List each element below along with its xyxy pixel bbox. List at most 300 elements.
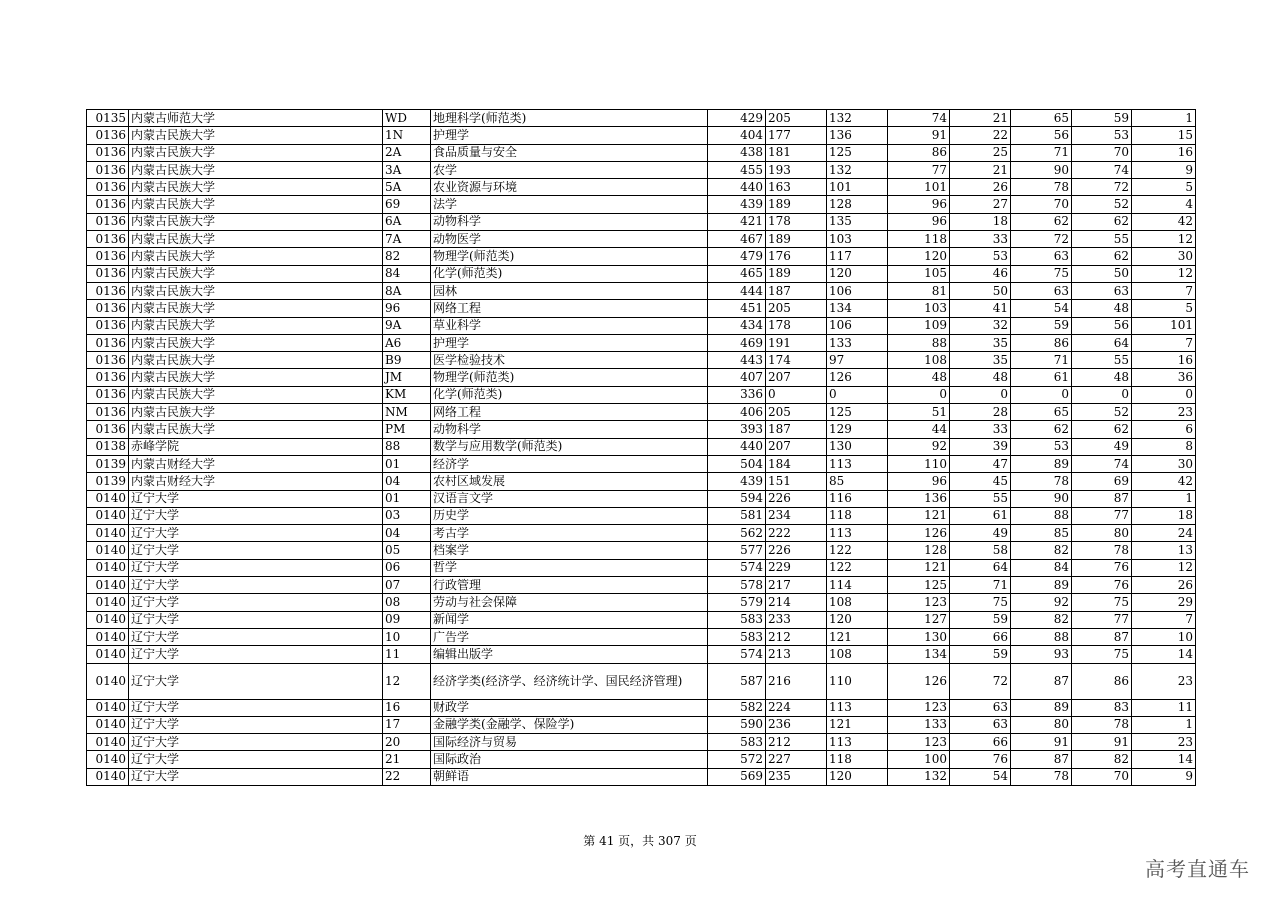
table-row — [87, 734, 1196, 751]
major-code-cell: 96 — [383, 300, 431, 317]
subject-score-4-cell: 48 — [950, 369, 1011, 386]
table-row — [87, 369, 1196, 386]
subject-score-4-cell: 35 — [950, 352, 1011, 369]
total-score-cell: 451 — [708, 300, 766, 317]
school-name-cell: 内蒙古民族大学 — [129, 300, 383, 317]
school-name-cell: 内蒙古民族大学 — [129, 282, 383, 299]
total-score-cell: 465 — [708, 265, 766, 282]
school-code-cell: 0140 — [87, 490, 129, 507]
subject-score-4-cell: 71 — [950, 577, 1011, 594]
subject-score-6-cell: 87 — [1072, 490, 1132, 507]
subject-score-6-cell: 86 — [1072, 663, 1132, 699]
school-name-cell: 赤峰学院 — [129, 438, 383, 455]
major-code-cell: 21 — [383, 751, 431, 768]
major-name-cell: 财政学 — [431, 699, 708, 716]
major-name-cell: 农学 — [431, 161, 708, 178]
subject-score-6-cell: 52 — [1072, 404, 1132, 421]
subject-score-5-cell: 89 — [1011, 699, 1072, 716]
subject-score-1-cell: 212 — [766, 628, 827, 645]
subject-score-1-cell: 177 — [766, 127, 827, 144]
school-name-cell: 内蒙古民族大学 — [129, 421, 383, 438]
rank-count-cell: 5 — [1132, 300, 1196, 317]
rank-count-cell: 26 — [1132, 577, 1196, 594]
subject-score-2-cell: 129 — [827, 421, 888, 438]
subject-score-6-cell: 80 — [1072, 525, 1132, 542]
major-name-cell: 经济学类(经济学、经济统计学、国民经济管理) — [431, 663, 708, 699]
school-name-cell: 辽宁大学 — [129, 507, 383, 524]
subject-score-3-cell: 123 — [888, 699, 950, 716]
subject-score-3-cell: 136 — [888, 490, 950, 507]
subject-score-6-cell: 72 — [1072, 179, 1132, 196]
subject-score-6-cell: 70 — [1072, 144, 1132, 161]
subject-score-5-cell: 62 — [1011, 213, 1072, 230]
subject-score-3-cell: 126 — [888, 525, 950, 542]
subject-score-3-cell: 130 — [888, 628, 950, 645]
subject-score-4-cell: 50 — [950, 282, 1011, 299]
table-row — [87, 265, 1196, 282]
rank-count-cell: 101 — [1132, 317, 1196, 334]
subject-score-2-cell: 136 — [827, 127, 888, 144]
major-name-cell: 汉语言文学 — [431, 490, 708, 507]
subject-score-4-cell: 28 — [950, 404, 1011, 421]
subject-score-2-cell: 121 — [827, 716, 888, 733]
school-code-cell: 0139 — [87, 455, 129, 472]
subject-score-4-cell: 59 — [950, 646, 1011, 663]
major-code-cell: PM — [383, 421, 431, 438]
total-score-cell: 469 — [708, 334, 766, 351]
subject-score-2-cell: 135 — [827, 213, 888, 230]
major-name-cell: 经济学 — [431, 455, 708, 472]
subject-score-4-cell: 75 — [950, 594, 1011, 611]
major-name-cell: 物理学(师范类) — [431, 248, 708, 265]
subject-score-6-cell: 76 — [1072, 577, 1132, 594]
subject-score-3-cell: 109 — [888, 317, 950, 334]
subject-score-3-cell: 121 — [888, 559, 950, 576]
school-name-cell: 辽宁大学 — [129, 611, 383, 628]
rank-count-cell: 7 — [1132, 282, 1196, 299]
subject-score-4-cell: 21 — [950, 110, 1011, 127]
major-code-cell: 9A — [383, 317, 431, 334]
major-code-cell: 82 — [383, 248, 431, 265]
subject-score-3-cell: 121 — [888, 507, 950, 524]
major-code-cell: 8A — [383, 282, 431, 299]
school-code-cell: 0140 — [87, 734, 129, 751]
subject-score-1-cell: 227 — [766, 751, 827, 768]
subject-score-4-cell: 39 — [950, 438, 1011, 455]
subject-score-2-cell: 97 — [827, 352, 888, 369]
rank-count-cell: 16 — [1132, 144, 1196, 161]
total-score-cell: 594 — [708, 490, 766, 507]
school-code-cell: 0136 — [87, 282, 129, 299]
major-name-cell: 哲学 — [431, 559, 708, 576]
page-number: 第 41 页，共 307 页 — [583, 834, 697, 848]
rank-count-cell: 16 — [1132, 352, 1196, 369]
subject-score-4-cell: 55 — [950, 490, 1011, 507]
subject-score-6-cell: 69 — [1072, 473, 1132, 490]
school-name-cell: 内蒙古民族大学 — [129, 213, 383, 230]
table-row — [87, 525, 1196, 542]
total-score-cell: 572 — [708, 751, 766, 768]
table-row — [87, 213, 1196, 230]
subject-score-3-cell: 128 — [888, 542, 950, 559]
school-code-cell: 0140 — [87, 768, 129, 785]
subject-score-6-cell: 77 — [1072, 507, 1132, 524]
subject-score-1-cell: 181 — [766, 144, 827, 161]
table-row — [87, 594, 1196, 611]
subject-score-5-cell: 62 — [1011, 421, 1072, 438]
table-row — [87, 628, 1196, 645]
subject-score-2-cell: 126 — [827, 369, 888, 386]
subject-score-6-cell: 64 — [1072, 334, 1132, 351]
rank-count-cell: 42 — [1132, 473, 1196, 490]
subject-score-2-cell: 117 — [827, 248, 888, 265]
major-code-cell: 04 — [383, 473, 431, 490]
total-score-cell: 562 — [708, 525, 766, 542]
total-score-cell: 583 — [708, 734, 766, 751]
school-name-cell: 辽宁大学 — [129, 542, 383, 559]
subject-score-5-cell: 78 — [1011, 768, 1072, 785]
subject-score-1-cell: 163 — [766, 179, 827, 196]
total-score-cell: 439 — [708, 196, 766, 213]
school-code-cell: 0136 — [87, 334, 129, 351]
school-name-cell: 辽宁大学 — [129, 734, 383, 751]
subject-score-6-cell: 75 — [1072, 594, 1132, 611]
total-score-cell: 421 — [708, 213, 766, 230]
subject-score-6-cell: 50 — [1072, 265, 1132, 282]
subject-score-5-cell: 0 — [1011, 386, 1072, 403]
school-name-cell: 辽宁大学 — [129, 594, 383, 611]
table-row — [87, 386, 1196, 403]
school-code-cell: 0136 — [87, 404, 129, 421]
school-name-cell: 内蒙古民族大学 — [129, 161, 383, 178]
school-name-cell: 辽宁大学 — [129, 699, 383, 716]
rank-count-cell: 6 — [1132, 421, 1196, 438]
rank-count-cell: 7 — [1132, 611, 1196, 628]
total-score-cell: 443 — [708, 352, 766, 369]
table-row — [87, 352, 1196, 369]
subject-score-5-cell: 80 — [1011, 716, 1072, 733]
major-name-cell: 动物医学 — [431, 231, 708, 248]
subject-score-1-cell: 226 — [766, 542, 827, 559]
rank-count-cell: 14 — [1132, 751, 1196, 768]
subject-score-4-cell: 66 — [950, 628, 1011, 645]
subject-score-2-cell: 125 — [827, 144, 888, 161]
total-score-cell: 590 — [708, 716, 766, 733]
total-score-cell: 393 — [708, 421, 766, 438]
total-score-cell: 439 — [708, 473, 766, 490]
total-score-cell: 429 — [708, 110, 766, 127]
total-score-cell: 582 — [708, 699, 766, 716]
rank-count-cell: 0 — [1132, 386, 1196, 403]
major-name-cell: 动物科学 — [431, 421, 708, 438]
school-code-cell: 0136 — [87, 179, 129, 196]
major-code-cell: NM — [383, 404, 431, 421]
subject-score-6-cell: 49 — [1072, 438, 1132, 455]
subject-score-5-cell: 82 — [1011, 542, 1072, 559]
subject-score-3-cell: 133 — [888, 716, 950, 733]
subject-score-5-cell: 59 — [1011, 317, 1072, 334]
major-name-cell: 金融学类(金融学、保险学) — [431, 716, 708, 733]
subject-score-6-cell: 62 — [1072, 213, 1132, 230]
school-code-cell: 0140 — [87, 628, 129, 645]
table-row — [87, 404, 1196, 421]
subject-score-1-cell: 213 — [766, 646, 827, 663]
major-code-cell: 10 — [383, 628, 431, 645]
subject-score-1-cell: 224 — [766, 699, 827, 716]
table-row — [87, 699, 1196, 716]
subject-score-2-cell: 121 — [827, 628, 888, 645]
school-name-cell: 内蒙古民族大学 — [129, 386, 383, 403]
major-code-cell: 03 — [383, 507, 431, 524]
subject-score-5-cell: 88 — [1011, 507, 1072, 524]
subject-score-5-cell: 54 — [1011, 300, 1072, 317]
school-name-cell: 辽宁大学 — [129, 559, 383, 576]
subject-score-6-cell: 55 — [1072, 231, 1132, 248]
major-name-cell: 新闻学 — [431, 611, 708, 628]
subject-score-1-cell: 205 — [766, 404, 827, 421]
rank-count-cell: 12 — [1132, 265, 1196, 282]
subject-score-2-cell: 114 — [827, 577, 888, 594]
subject-score-3-cell: 125 — [888, 577, 950, 594]
major-code-cell: A6 — [383, 334, 431, 351]
subject-score-2-cell: 134 — [827, 300, 888, 317]
major-code-cell: B9 — [383, 352, 431, 369]
total-score-cell: 404 — [708, 127, 766, 144]
school-name-cell: 辽宁大学 — [129, 490, 383, 507]
subject-score-4-cell: 66 — [950, 734, 1011, 751]
rank-count-cell: 42 — [1132, 213, 1196, 230]
subject-score-5-cell: 86 — [1011, 334, 1072, 351]
subject-score-6-cell: 59 — [1072, 110, 1132, 127]
subject-score-3-cell: 96 — [888, 196, 950, 213]
rank-count-cell: 1 — [1132, 490, 1196, 507]
subject-score-6-cell: 48 — [1072, 369, 1132, 386]
subject-score-4-cell: 58 — [950, 542, 1011, 559]
table-row — [87, 490, 1196, 507]
major-name-cell: 国际经济与贸易 — [431, 734, 708, 751]
table-row — [87, 282, 1196, 299]
subject-score-2-cell: 113 — [827, 455, 888, 472]
watermark: 高考直通车 — [1145, 857, 1250, 881]
total-score-cell: 574 — [708, 646, 766, 663]
subject-score-2-cell: 120 — [827, 265, 888, 282]
subject-score-5-cell: 72 — [1011, 231, 1072, 248]
total-score-cell: 434 — [708, 317, 766, 334]
major-code-cell: 69 — [383, 196, 431, 213]
subject-score-1-cell: 235 — [766, 768, 827, 785]
major-name-cell: 物理学(师范类) — [431, 369, 708, 386]
school-code-cell: 0140 — [87, 594, 129, 611]
subject-score-6-cell: 52 — [1072, 196, 1132, 213]
major-name-cell: 朝鲜语 — [431, 768, 708, 785]
subject-score-1-cell: 189 — [766, 196, 827, 213]
subject-score-4-cell: 45 — [950, 473, 1011, 490]
subject-score-2-cell: 85 — [827, 473, 888, 490]
subject-score-5-cell: 75 — [1011, 265, 1072, 282]
rank-count-cell: 1 — [1132, 110, 1196, 127]
rank-count-cell: 23 — [1132, 734, 1196, 751]
major-code-cell: 17 — [383, 716, 431, 733]
subject-score-1-cell: 184 — [766, 455, 827, 472]
subject-score-3-cell: 74 — [888, 110, 950, 127]
subject-score-6-cell: 62 — [1072, 421, 1132, 438]
rank-count-cell: 24 — [1132, 525, 1196, 542]
subject-score-3-cell: 96 — [888, 473, 950, 490]
subject-score-1-cell: 212 — [766, 734, 827, 751]
school-name-cell: 内蒙古民族大学 — [129, 231, 383, 248]
subject-score-1-cell: 187 — [766, 282, 827, 299]
subject-score-5-cell: 78 — [1011, 473, 1072, 490]
subject-score-4-cell: 63 — [950, 716, 1011, 733]
major-code-cell: 1N — [383, 127, 431, 144]
rank-count-cell: 5 — [1132, 179, 1196, 196]
subject-score-1-cell: 151 — [766, 473, 827, 490]
table-row — [87, 421, 1196, 438]
table-row — [87, 144, 1196, 161]
subject-score-3-cell: 123 — [888, 734, 950, 751]
rank-count-cell: 10 — [1132, 628, 1196, 645]
subject-score-5-cell: 53 — [1011, 438, 1072, 455]
subject-score-5-cell: 91 — [1011, 734, 1072, 751]
subject-score-6-cell: 48 — [1072, 300, 1132, 317]
school-name-cell: 辽宁大学 — [129, 663, 383, 699]
subject-score-2-cell: 118 — [827, 751, 888, 768]
rank-count-cell: 18 — [1132, 507, 1196, 524]
subject-score-2-cell: 103 — [827, 231, 888, 248]
subject-score-3-cell: 81 — [888, 282, 950, 299]
subject-score-6-cell: 76 — [1072, 559, 1132, 576]
school-code-cell: 0140 — [87, 542, 129, 559]
subject-score-6-cell: 56 — [1072, 317, 1132, 334]
subject-score-6-cell: 83 — [1072, 699, 1132, 716]
subject-score-6-cell: 91 — [1072, 734, 1132, 751]
subject-score-1-cell: 226 — [766, 490, 827, 507]
subject-score-1-cell: 207 — [766, 438, 827, 455]
school-code-cell: 0136 — [87, 196, 129, 213]
school-name-cell: 辽宁大学 — [129, 716, 383, 733]
subject-score-2-cell: 133 — [827, 334, 888, 351]
subject-score-2-cell: 125 — [827, 404, 888, 421]
subject-score-2-cell: 130 — [827, 438, 888, 455]
table-row — [87, 300, 1196, 317]
rank-count-cell: 4 — [1132, 196, 1196, 213]
major-name-cell: 动物科学 — [431, 213, 708, 230]
total-score-cell: 407 — [708, 369, 766, 386]
subject-score-5-cell: 82 — [1011, 611, 1072, 628]
school-name-cell: 内蒙古财经大学 — [129, 473, 383, 490]
subject-score-3-cell: 123 — [888, 594, 950, 611]
subject-score-4-cell: 18 — [950, 213, 1011, 230]
school-code-cell: 0136 — [87, 127, 129, 144]
subject-score-2-cell: 122 — [827, 559, 888, 576]
table-row — [87, 248, 1196, 265]
subject-score-3-cell: 88 — [888, 334, 950, 351]
subject-score-4-cell: 63 — [950, 699, 1011, 716]
school-code-cell: 0136 — [87, 213, 129, 230]
subject-score-1-cell: 207 — [766, 369, 827, 386]
subject-score-6-cell: 74 — [1072, 455, 1132, 472]
subject-score-3-cell: 101 — [888, 179, 950, 196]
subject-score-5-cell: 89 — [1011, 455, 1072, 472]
major-name-cell: 草业科学 — [431, 317, 708, 334]
total-score-cell: 583 — [708, 628, 766, 645]
major-code-cell: 01 — [383, 455, 431, 472]
total-score-cell: 440 — [708, 438, 766, 455]
rank-count-cell: 14 — [1132, 646, 1196, 663]
subject-score-1-cell: 193 — [766, 161, 827, 178]
subject-score-2-cell: 113 — [827, 525, 888, 542]
subject-score-6-cell: 55 — [1072, 352, 1132, 369]
rank-count-cell: 30 — [1132, 248, 1196, 265]
subject-score-3-cell: 92 — [888, 438, 950, 455]
subject-score-4-cell: 32 — [950, 317, 1011, 334]
subject-score-3-cell: 44 — [888, 421, 950, 438]
subject-score-5-cell: 85 — [1011, 525, 1072, 542]
subject-score-5-cell: 63 — [1011, 248, 1072, 265]
school-name-cell: 内蒙古民族大学 — [129, 248, 383, 265]
subject-score-3-cell: 100 — [888, 751, 950, 768]
subject-score-6-cell: 0 — [1072, 386, 1132, 403]
school-code-cell: 0140 — [87, 699, 129, 716]
rank-count-cell: 1 — [1132, 716, 1196, 733]
major-name-cell: 化学(师范类) — [431, 265, 708, 282]
subject-score-3-cell: 0 — [888, 386, 950, 403]
major-name-cell: 考古学 — [431, 525, 708, 542]
major-name-cell: 护理学 — [431, 334, 708, 351]
major-name-cell: 历史学 — [431, 507, 708, 524]
rank-count-cell: 11 — [1132, 699, 1196, 716]
subject-score-1-cell: 222 — [766, 525, 827, 542]
total-score-cell: 444 — [708, 282, 766, 299]
rank-count-cell: 7 — [1132, 334, 1196, 351]
subject-score-3-cell: 127 — [888, 611, 950, 628]
major-name-cell: 档案学 — [431, 542, 708, 559]
subject-score-4-cell: 41 — [950, 300, 1011, 317]
subject-score-6-cell: 75 — [1072, 646, 1132, 663]
total-score-cell: 440 — [708, 179, 766, 196]
subject-score-1-cell: 189 — [766, 231, 827, 248]
table-body — [87, 110, 1196, 786]
subject-score-4-cell: 72 — [950, 663, 1011, 699]
school-name-cell: 内蒙古民族大学 — [129, 144, 383, 161]
subject-score-2-cell: 128 — [827, 196, 888, 213]
school-name-cell: 内蒙古民族大学 — [129, 317, 383, 334]
school-name-cell: 内蒙古财经大学 — [129, 455, 383, 472]
major-code-cell: 04 — [383, 525, 431, 542]
table-row — [87, 507, 1196, 524]
subject-score-4-cell: 76 — [950, 751, 1011, 768]
school-code-cell: 0136 — [87, 300, 129, 317]
school-code-cell: 0136 — [87, 248, 129, 265]
rank-count-cell: 30 — [1132, 455, 1196, 472]
subject-score-4-cell: 61 — [950, 507, 1011, 524]
subject-score-1-cell: 0 — [766, 386, 827, 403]
school-name-cell: 辽宁大学 — [129, 628, 383, 645]
table-row — [87, 768, 1196, 785]
subject-score-2-cell: 108 — [827, 594, 888, 611]
major-code-cell: 20 — [383, 734, 431, 751]
subject-score-3-cell: 91 — [888, 127, 950, 144]
school-code-cell: 0140 — [87, 507, 129, 524]
subject-score-5-cell: 87 — [1011, 663, 1072, 699]
table-row — [87, 127, 1196, 144]
subject-score-4-cell: 35 — [950, 334, 1011, 351]
major-name-cell: 广告学 — [431, 628, 708, 645]
rank-count-cell: 12 — [1132, 231, 1196, 248]
subject-score-3-cell: 105 — [888, 265, 950, 282]
school-code-cell: 0136 — [87, 352, 129, 369]
major-code-cell: WD — [383, 110, 431, 127]
